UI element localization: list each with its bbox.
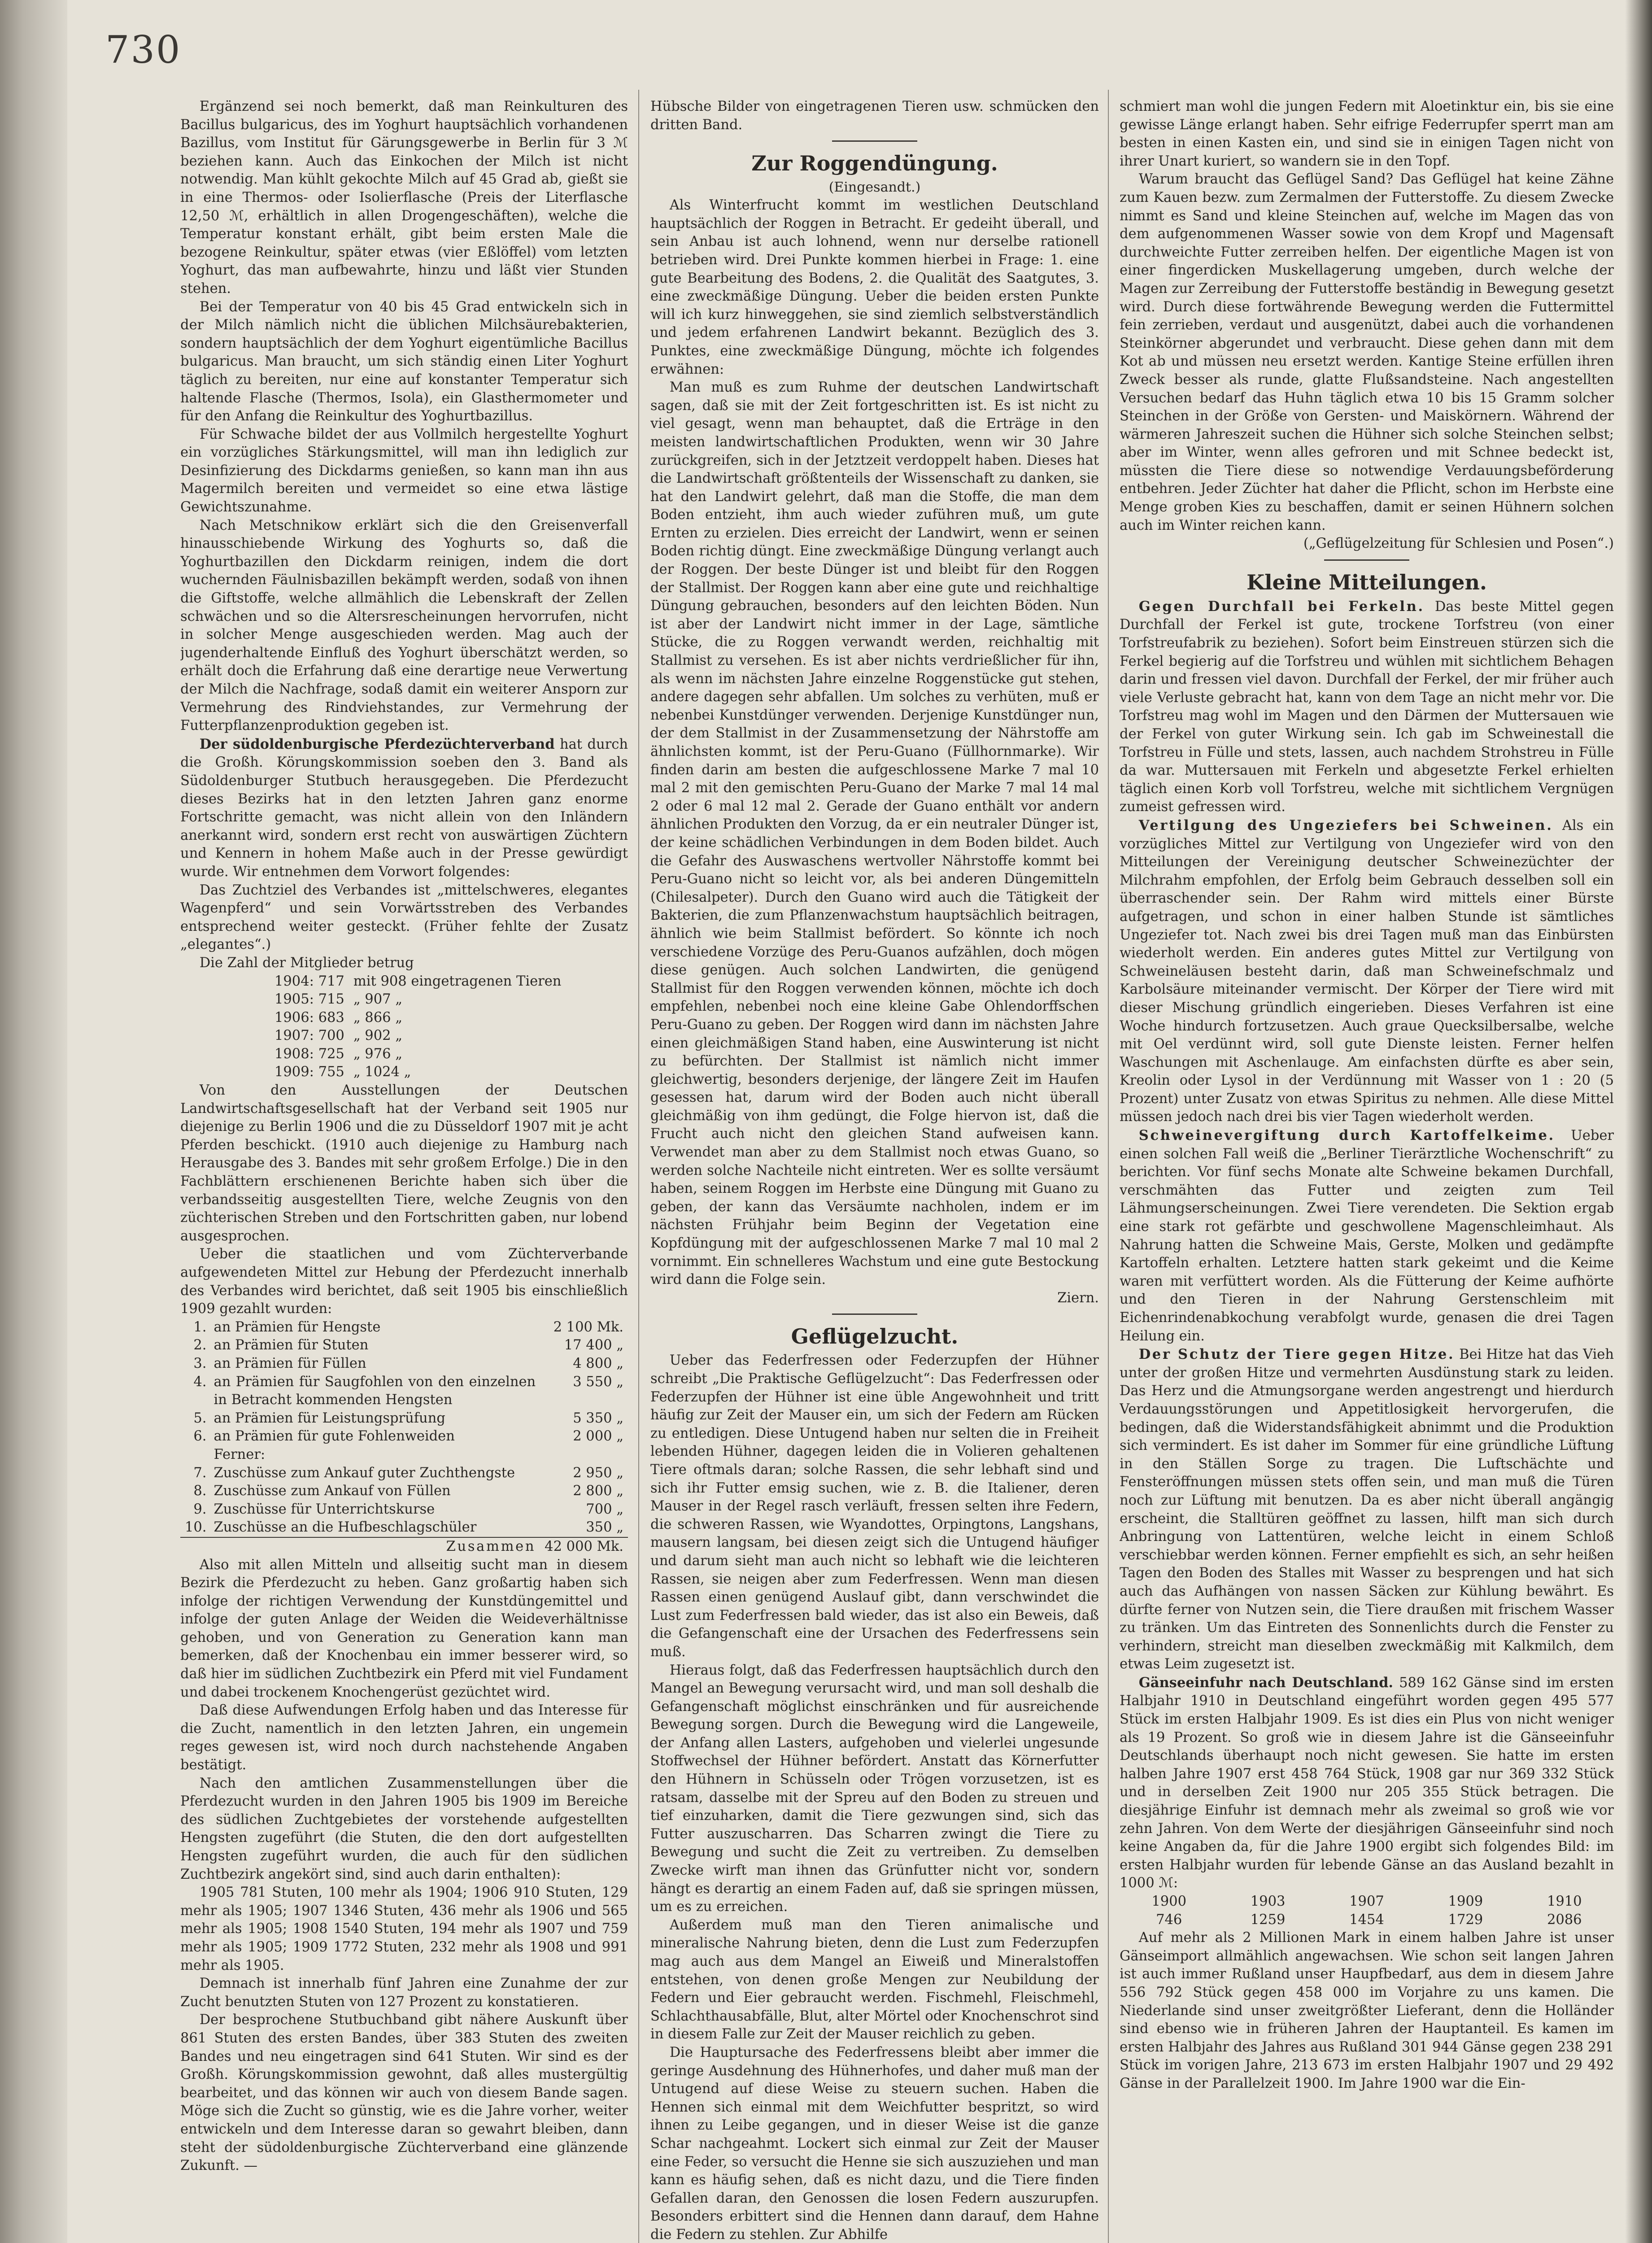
table-cell: 1454 [1349, 1911, 1384, 1928]
paragraph: Auf mehr als 2 Millionen Mark in einem halben Jahre ist unser Gänseimport allmählich angewachsen. Wie schon seit langen Jahren ist auch immer Rußland unser Haupfbedarf, aus dem in diesem Jahre 556 792 Stück gegen 458 000 im Vorjahre zu uns kamen. Die Niederlande sind unser zweitgrößter Lieferant, denn die Holländer sind ebenso wie in früheren Jahren der Hauptanteil. Es kamen im ersten Halbjahr des Jahres aus Rußland 301 944 Gänse gegen 238 291 Stück im vorigen Jahre, 213 673 im ersten Halbjahr 1907 und 29 492 Gänse in der Parallelzeit 1900. Im Jahre 1900 war die Ein- [1120, 1930, 1614, 2091]
table-row [180, 1482, 628, 1501]
paragraph: Man muß es zum Ruhme der deutschen Landwirtschaft sagen, daß sie mit der Zeit fortgeschritten ist. Es ist nicht zu viel gesagt, wenn man behauptet, daß die Erträge in den meisten landwirtschaftlichen Produkten, wenn wir 30 Jahre zurückgreifen, sich in der Jetztzeit verdoppelt haben. Dieses hat die Landwirtschaft größtenteils der Wissenschaft zu danken, sie hat den Landwirt gelehrt, daß man die Stoffe, die man dem Boden entzieht, ihm auch wieder zuführen muß, um gute Ernten zu erzielen. Dies erreicht der Landwirt, wenn er seinen Boden richtig düngt. Eine zweckmäßige Düngung verlangt auch der Roggen. Der beste Dünger ist und bleibt für den Roggen der Stallmist. Der Roggen kann aber eine gute und reichhaltige Düngung gebrauchen, besonders auf den leichten Böden. Nun ist aber der Landwirt nicht immer in der Lage, sämtliche Stücke, die zu Roggen verwandt werden, reichhaltig mit Stallmist zu versehen. Es ist aber nichts verdrießlicher für ihn, als wenn im nächsten Jahre einzelne Roggenstücke gut stehen, andere dagegen sehr abfallen. Um solches zu verhüten, muß er nebenbei Kunstdünger verwenden. Derjenige Kunstdünger nun, der dem Stallmist in der Zusammensetzung der Nährstoffe am ähnlichsten kommt, ist der Peru-Guano (Füllhornmarke). Wir finden darin am besten die aufgeschlossene Marke 7 mal 10 mal 2 mit den gemischten Peru-Guano der Marke 7 mal 14 mal 2 oder 6 mal 12 mal 2. Gerade der Guano enthält vor andern ähnlichen Produkten den Vorzug, da er ein neutraler Dünger ist, der keine schädlichen Verbindungen in dem Boden bildet. Auch die Gefahr des Auswaschens wertvoller Nährstoffe kommt bei Peru-Guano nicht so leicht vor, als bei anderen Düngemitteln (Chilesalpeter). Durch den Guano wird auch die Tätigkeit der Bakterien, die zum Pflanzenwachstum hauptsächlich beitragen, ähnlich wie beim Stallmist befördert. So könnte ich noch verschiedene Vorzüge des Peru-Guanos aufzählen, doch mögen diese genügen. Auch solchen Landwirten, die genügend Stallmist für den Roggen verwenden können, möchte ich doch empfehlen, nebenbei noch eine kleine Gabe Ohlendorffschen Peru-Guano zu geben. Der Roggen wird dann im nächsten Jahre einen gleichmäßigen Stand haben, eine Auswinterung ist nicht zu befürchten. Der Stallmist ist nämlich nicht immer gleichwertig, besonders derjenige, der längere Zeit im Haufen gesessen hat, darum wird der Boden auch nicht überall gleichmäßig von ihm gedüngt, die Folge hiervon ist, daß die Frucht auch nicht den gleichen Stand aufweisen kann. Verwendet man aber zu dem Stallmist noch etwas Guano, so werden solche Nachteile nicht eintreten. Wer es sollte versäumt haben, seinem Roggen im Herbste eine Düngung mit Guano zu geben, der kann das Versäumte nachholen, indem er im nächsten Frühjahr beim Beginn der Vegetation eine Kopfdüngung mit der aufgeschlossenen Marke 7 mal 10 mal 2 vornimmt. Ein schnelleres Wachstum und eine gute Bestockung wird dann die Folge sein. [650, 380, 1099, 1288]
page-edge [1625, 0, 1652, 2243]
members-table [270, 973, 566, 1082]
table-row [270, 1027, 566, 1045]
table-cell: an Prämien für gute Fohlenweiden [214, 1428, 455, 1444]
table-row [270, 1063, 566, 1082]
paragraph: Ergänzend sei noch bemerkt, daß man Reinkulturen des Bacillus bulgaricus, des im Yoghurt hauptsächlich vorhandenen Bazillus, vom Institut für Gärungsgewerbe in Berlin für 3 ℳ beziehen kann. Auch das Einkochen der Milch ist nicht notwendig. Man kühlt gekochte Milch auf 45 Grad ab, gießt sie in eine Thermos- oder Isolierflasche (Preis der Literflasche 12,50 ℳ, erhältlich in allen Drogengeschäften), welche die Temperatur konstant erhält, gibt beim ersten Male die bezogene Reinkultur, später etwas (vier Eßlöffel) vom letzten Yoghurt, das man aufbewahrte, hinzu und läßt vier Stunden stehen. [180, 99, 628, 297]
paragraph [1120, 1674, 1614, 1893]
table-cell: 2 800 „ [573, 1483, 623, 1499]
table-cell: 1910 [1547, 1894, 1582, 1909]
section-divider [832, 140, 917, 142]
table-cell: 5. [193, 1410, 207, 1426]
paragraph: Die Hauptursache des Federfressens bleibt aber immer die geringe Ausdehnung des Hühnerhofes, und daher muß man der Untugend auf diese Weise zu steuern suchen. Haben die Hennen sich einmal mit dem Weichfutter bespritzt, so wird ihnen zu Leibe gegangen, und in dieser Weise ist die ganze Schar nachgeahmt. Lockert sich einmal zur Zeit der Mauser eine Feder, so versucht die Henne sie sich auszuziehen und man kann es häufig sehen, daß es nicht dazu, und die Tiere finden Gefallen daran, den Genossen die losen Federn auszurupfen. Besonders erbittert sind die Hennen dann darauf, dem Hahne die Federn zu stehlen. Zur Abhilfe [650, 2044, 1099, 2243]
table-row [270, 973, 566, 991]
page-number: 730 [105, 28, 182, 72]
paragraph [1120, 816, 1614, 1126]
paragraph: Das Zuchtziel des Verbandes ist „mittelschweres, elegantes Wagenpferd“ und sein Vorwärtsstreben des Verbandes entsprechend weiter gesteckt. (Früher fehlte der Zusatz „elegantes“.) [180, 882, 628, 953]
table-cell: 1907 [1349, 1894, 1384, 1909]
table-row [1120, 1911, 1614, 1929]
table-cell: 1907: 700 [275, 1028, 344, 1044]
table-cell: 4 800 „ [573, 1355, 623, 1371]
paragraph-text: Als ein vorzügliches Mittel zur Vertilgung von Ungeziefer wird von den Mitteilungen der Vereinigung deutscher Schweinezüchter der Milchrahm empfohlen, der Erfolg beim Gebrauch desselben soll ein überraschender sein. Der Rahm wird mittels einer Bürste aufgetragen, und schon in einer halben Stunde ist sämtliches Ungeziefer tot. Nach zwei bis drei Tagen muß man das Einbürsten wiederholt werden. Ein anderes gutes Mittel zur Vertilgung von Schweineläusen besteht darin, daß man Schweinefschmalz und Karbolsäure miteinander vermischt. Der Körper der Tiere wird mit dieser Mischung gründlich eingerieben. Dieses Verfahren ist eine Woche hindurch fortzusetzen. Auch graue Quecksilbersalbe, welche mit Oel verdünnt wird, soll gute Dienste leisten. Ferner helfen Waschungen mit Aschenlauge. Am einfachsten dürfte es aber sein, Kreolin oder Lysol in der Verdünnung mit Wasser von 1 : 20 (5 Prozent) unter Zusatz von etwas Spiritus zu nehmen. Alle diese Mittel müssen jedoch nach drei bis vier Tagen wiederholt werden. [1120, 817, 1614, 1125]
paragraph: Für Schwache bildet der aus Vollmilch hergestellte Yoghurt ein vorzügliches Stärkungsmittel, will man ihn lediglich zur Desinfizierung des Dickdarms genießen, so kann man ihn aus Magermilch bereiten und vermeidet so eine etwa lästige Gewichtszunahme. [180, 426, 628, 515]
table-cell: Zuschüsse zum Ankauf guter Zuchthengste [214, 1465, 515, 1481]
paragraph: Nach den amtlichen Zusammenstellungen über die Pferdezucht wurden in den Jahren 1905 bis 1909 im Bereiche des südlichen Zuchtgebietes der vorstehende aufgestellten Hengsten zugeführt (die Stuten, die den dort aufgestellten Hengsten zugeführt wurden, die auch für den südlichen Zuchtbezirk angekört sind, sind auch darin enthalten): [180, 1775, 628, 1882]
table-cell: 1904: 717 [275, 973, 344, 989]
paragraph: Der besprochene Stutbuchband gibt nähere Auskunft über 861 Stuten des ersten Bandes, über 383 Stuten des zweiten Bandes und neu eingetragen sind 641 Stuten. Wir sind es der Großh. Körungskommission gewohnt, daß alles mustergültig bearbeitet, und das können wir auch von diesem Bande sagen. Möge sich die Zucht so günstig, wie es die Jahre vorher, weiter entwickeln und dem Interesse daran so gewahrt bleiben, dann steht der südoldenburgische Züchterverband eine glänzende Zukunft. — [180, 2012, 628, 2174]
table-row [180, 1464, 628, 1483]
table-cell: 1909 [1448, 1894, 1483, 1909]
paragraph [1120, 1126, 1614, 1345]
paragraph-text: hat durch die Großh. Körungskommission soeben den 3. Band als Südoldenburger Stutbuch herausgegeben. Die Pferdezucht dieses Bezirks hat in den letzten Jahren ganz enorme Fortschritte gemacht, was nicht allein von den Inländern anerkannt wird, sondern erst recht von auswärtigen Züchtern und Kennern in hohem Maße auch in der Presse gewürdigt wurde. Wir entnehmen dem Vorwort folgendes: [180, 736, 628, 880]
table-cell: „ 907 „ [353, 991, 403, 1008]
binding-edge [0, 0, 67, 2243]
table-cell: 3 550 „ [573, 1374, 623, 1390]
table-cell: an Prämien für Füllen [214, 1355, 366, 1371]
table-cell: Ferner: [214, 1446, 266, 1462]
paragraph: Demnach ist innerhalb fünf Jahren eine Zunahme der zur Zucht benutzten Stuten von 127 Prozent zu konstatieren. [180, 1976, 628, 2010]
table-row [180, 1519, 628, 1537]
table-cell: „ 902 „ [353, 1028, 403, 1044]
table-cell: 9. [193, 1501, 207, 1517]
paragraph: schmiert man wohl die jungen Federn mit Aloetinktur ein, bis sie eine gewisse Länge erlangt haben. Sehr eifrige Federrupfer sperrt man am besten in einen Kasten ein, und sind sie in einigen Tagen nicht von ihrer Unart kuriert, so wandern sie in den Topf. [1120, 99, 1614, 169]
paragraph [1120, 598, 1614, 816]
author-signature: Ziern. [1057, 1290, 1099, 1306]
table-cell [180, 1446, 209, 1464]
paragraph: Von den Ausstellungen der Deutschen Landwirtschaftsgesellschaft hat der Verband seit 1905 nur diejenige zu Berlin 1906 und die zu Düsseldorf 1907 mit je acht Pferden beschickt. (1910 auch diejenige zu Hamburg nach Herausgabe des 3. Bandes mit sehr großem Erfolge.) Die in den Fachblättern erschienenen Berichte haben sich über die verbandsseitig ausgestellten Tiere, welche Zeugnis von den züchterischen Streben und den Fortschritten gaben, nur lobend ausgesprochen. [180, 1082, 628, 1244]
table-cell: 2 100 Mk. [553, 1319, 623, 1335]
table-row [270, 1009, 566, 1027]
table-row [270, 1045, 566, 1064]
table-cell: an Prämien für Hengste [214, 1319, 381, 1335]
table-row [180, 1373, 628, 1410]
paragraph [1120, 1345, 1614, 1674]
table-cell: 1905: 715 [275, 991, 344, 1008]
column-left [180, 98, 628, 2243]
section-title: Geflügelzucht. [791, 1324, 959, 1349]
table-cell: 1259 [1250, 1911, 1286, 1928]
section-divider [832, 1314, 917, 1315]
table-cell: Zuschüsse für Unterrichtskurse [214, 1501, 435, 1517]
table-cell: 7. [193, 1465, 207, 1481]
table-cell: 1729 [1448, 1911, 1483, 1928]
run-in-heading: Gänseeinfuhr nach Deutschland. [1138, 1674, 1394, 1691]
table-row [180, 1318, 628, 1337]
table-cell: 2. [193, 1337, 207, 1353]
table-cell: an Prämien für Stuten [214, 1337, 369, 1353]
table-cell: 746 [1156, 1911, 1182, 1928]
table-cell: 700 „ [586, 1501, 623, 1517]
table-cell: 4. [193, 1374, 207, 1390]
paragraph: Hübsche Bilder von eingetragenen Tieren usw. schmücken den dritten Band. [650, 99, 1099, 133]
section-title: Zur Roggendüngung. [751, 151, 998, 176]
section-divider [1324, 559, 1409, 561]
table-cell: 42 000 Mk. [540, 1537, 628, 1556]
column-rule [1108, 90, 1109, 2243]
table-cell: mit 908 eingetragenen Tieren [353, 973, 562, 989]
table-cell: Zusammen [209, 1537, 540, 1556]
table-row [180, 1336, 628, 1355]
table-cell: 1903 [1250, 1894, 1286, 1909]
table-cell: 1. [193, 1319, 207, 1335]
table-cell: 8. [193, 1483, 207, 1499]
table-cell: „ 976 „ [353, 1046, 403, 1062]
table-cell: 6. [193, 1428, 207, 1444]
table-row [270, 991, 566, 1009]
paragraph: Außerdem muß man den Tieren animalische und mineralische Nahrung bieten, denn die Lust zum Federzupfen mag auch aus dem Mangel an Eiweiß und Mineralstoffen entstehen, von denen große Mengen zur Neubildung der Federn und Eier gebraucht werden. Fischmehl, Fleischmehl, Schlachthausabfälle, Blut, alter Mörtel oder Knochenschrot sind in diesem Falle zur Zeit der Mauser reichlich zu geben. [650, 1917, 1099, 2042]
paragraph-text: Ueber einen solchen Fall weiß die „Berliner Tierärztliche Wochenschrift“ zu berichten. Vor fünf sechs Monate alte Schweine bekamen Durchfall, verschmähten das Futter und zeigten zum Teil Lähmungserscheinungen. Zwei Tiere verendeten. Die Sektion ergab eine stark rot gefärbte und geschwollene Magenschleimhaut. Als Nahrung hatten die Schweine Mais, Gerste, Molken und gedämpfte Kartoffeln erhalten. Letztere hatten stark gekeimt und die Keime waren mit verfüttert worden. Als die Fütterung der Keime aufhörte und den Tieren in der Nahrung Gerstenschleim mit Eichenrindenabkochung verabfolgt wurde, genasen die drei Tagen Heilung ein. [1120, 1128, 1614, 1344]
column-middle [650, 98, 1099, 2243]
run-in-heading: Der Schutz der Tiere gegen Hitze. [1138, 1346, 1455, 1363]
table-cell [540, 1446, 628, 1464]
table-row [180, 1501, 628, 1519]
paragraph: Ueber die staatlichen und vom Züchterverbande aufgewendeten Mittel zur Hebung der Pferdezucht innerhalb des Verbandes wird berichtet, daß seit 1905 bis einschließlich 1909 gezahlt wurden: [180, 1246, 628, 1317]
table-cell: 2 950 „ [573, 1465, 623, 1481]
paragraph: Die Zahl der Mitglieder betrug [199, 955, 414, 971]
table-cell: Zuschüsse an die Hufbeschlagschüler [214, 1519, 477, 1536]
table-cell: „ 1024 „ [353, 1064, 411, 1080]
run-in-heading: Gegen Durchfall bei Ferkeln. [1138, 598, 1425, 615]
paragraph-text: 589 162 Gänse sind im ersten Halbjahr 1910 in Deutschland eingeführt worden gegen 495 577 Stück im ersten Halbjahr 1909. Es ist dies ein Plus von nicht weniger als 19 Prozent. So groß wie in diesem Jahre ist die Gänseeinfuhr Deutschlands überhaupt noch nicht gewesen. Sie hatte im ersten halben Jahre 1907 erst 458 764 Stück, 1908 gar nur 369 332 Stück und in derselben Zeit 1900 nur 205 355 Stück betragen. Die diesjährige Einfuhr ist demnach mehr als zweimal so groß wie vor zehn Jahren. Von dem Werte der diesjährigen Gänseeinfuhr sind noch keine Angaben da, für die Jahre 1900 ergibt sich folgendes Bild: im ersten Halbjahr wurden für lebende Gänse an das Ausland bezahlt in 1000 ℳ: [1120, 1675, 1614, 1891]
paragraph [180, 735, 628, 881]
geese-import-table [1120, 1893, 1614, 1929]
table-cell: 17 400 „ [564, 1337, 623, 1353]
table-cell: 5 350 „ [573, 1410, 623, 1426]
table-cell: an Prämien für Saugfohlen von den einzelnen in Betracht kommenden Hengsten [214, 1374, 536, 1408]
run-in-heading: Vertilgung des Ungeziefers bei Schweinen. [1138, 817, 1553, 833]
table-total-row [180, 1537, 628, 1556]
paragraph-text: Bei Hitze hat das Vieh unter der großen Hitze und vermehrten Ausdünstung stark zu leiden. Das Herz und die Atmungsorgane werden angestrengt und hierdurch Verdauungsstörungen und Appetitlosigkeit hervorgerufen, die bedingen, daß die Widerstandsfähigkeit abnimmt und die Produktion sich vermindert. Es ist daher im Sommer für eine gründliche Lüftung in den Ställen Sorge zu tragen. Die Luftschächte und Fensteröffnungen müssen stets offen sein, und man muß die Türen noch zur Lüftung mit benutzen. Da es aber nicht überall angängig erscheint, die Stalltüren geöffnet zu lassen, hilft man sich durch Anbringung von Lattentüren, welche leicht in einem Schloß verschiebbar werden können. Ferner empfiehlt es sich, an sehr heißen Tagen den Boden des Stalles mit Wasser zu besprengen und hat sich auch das Aufhängen von nassen Säcken zur Kühlung bewährt. Es dürfte ferner von Nutzen sein, die Tiere draußen mit frischem Wasser zu tränken. Um das Eintreten des Sonnenlichts durch die Fenster zu verhindern, streicht man dieselben zweckmäßig mit Kalkmilch, dem etwas Leim zugesetzt ist. [1120, 1347, 1614, 1672]
source-note: („Geflügelzeitung für Schlesien und Posen“.) [1303, 536, 1614, 552]
paragraph: Warum braucht das Geflügel Sand? Das Geflügel hat keine Zähne zum Kauen bezw. zum Zermalmen der Futterstoffe. Zu diesem Zwecke nimmt es Sand und kleine Steinchen auf, welche im Magen das von dem aufgenommenen Wasser sowie von dem Kropf und Magensaft durchweichte Futter zerreiben helfen. Der eigentliche Magen ist von einer fingerdicken Muskellagerung umgeben, durch welche der Magen zur Zerreibung der Futterstoffe beständig in Bewegung gesetzt wird. Durch diese fortwährende Bewegung werden die Futtermittel fein zerrieben, verdaut und ausgenützt, dabei auch die vorhandenen Steinkörner abgerundet und verbraucht. Diese gehen dann mit dem Kot ab und müssen neu ersetzt werden. Kantige Steine erfüllen ihren Zweck besser als runde, glatte Flußsandsteine. Nach angestellten Versuchen bedarf das Huhn täglich etwa 10 bis 15 Gramm solcher Steinchen in der Größe von Gersten- und Maiskörnern. Während der wärmeren Jahreszeit suchen die Hühner sich solche Steinchen selbst; aber im Winter, wenn alles gefroren und mit Schnee bedeckt ist, müssten die Tiere diese so notwendige Verdauungsbeförderung entbehren. Jeder Züchter hat daher die Pflicht, schon im Herbste eine Menge groben Kies zu beschaffen, damit er seinen Hühnern solchen auch im Winter reichen kann. [1120, 171, 1614, 533]
table-cell: 1906: 683 [275, 1009, 344, 1025]
table-row [180, 1427, 628, 1446]
run-in-heading: Schweinevergiftung durch Kartoffelkeime. [1138, 1127, 1555, 1144]
run-in-heading: Der südoldenburgische Pferdezüchterverband [199, 736, 555, 752]
paragraph: Daß diese Aufwendungen Erfolg haben und das Interesse für die Zucht, namentlich in den letzten Jahren, ein ungemein reges gewesen ist, wird noch durch nachstehende Angaben bestätigt. [180, 1702, 628, 1773]
table-row [1120, 1893, 1614, 1911]
table-cell: 1900 [1151, 1894, 1186, 1909]
table-cell: 1909: 755 [275, 1064, 344, 1080]
paragraph: 1905 781 Stuten, 100 mehr als 1904; 1906 910 Stuten, 129 mehr als 1905; 1907 1346 Stuten, 436 mehr als 1906 und 565 mehr als 1905; 1908 1540 Stuten, 194 mehr als 1907 und 759 mehr als 1905; 1909 1772 Stuten, 232 mehr als 1908 und 991 mehr als 1905. [180, 1885, 628, 1973]
table-row [180, 1446, 628, 1464]
table-cell: 2086 [1547, 1911, 1582, 1928]
section-title: Kleine Mitteilungen. [1247, 570, 1487, 594]
paragraph-text: Das beste Mittel gegen Durchfall der Ferkel ist gute, trockene Torfstreu (von einer Torfstreufabrik zu beziehen). Sofort beim Einstreuen stürzen sich die Ferkel begierig auf die Torfstreu und wühlen mit sichtlichem Behagen darin und fressen viel davon. Durchfall der Ferkel, der mir früher auch viele Verluste gebracht hat, kann von dem Tage an nicht mehr vor. Die Torfstreu mag wohl im Magen und den Därmen der Muttersauen wie der Ferkel von guter Wirkung sein. Ich gab im Schweinestall die Torfstreu in Fülle und stets, lassen, auch nachdem Strohstreu in Fülle da war. Muttersauen mit Ferkeln und abgesetzte Ferkel erhielten täglich einen Korb voll Torfstreu, welche mit sichtlichem Vergnügen zumeist gefressen wird. [1120, 598, 1614, 815]
budget-table [180, 1318, 628, 1556]
table-cell: an Prämien für Leistungsprüfung [214, 1410, 445, 1426]
table-cell: 350 „ [586, 1519, 623, 1536]
table-cell: 3. [193, 1355, 207, 1371]
table-cell: 1908: 725 [275, 1046, 344, 1062]
table-row [180, 1410, 628, 1428]
table-cell: „ 866 „ [353, 1009, 403, 1025]
section-subtitle: (Eingesandt.) [828, 179, 921, 196]
column-right [1120, 98, 1614, 2243]
paragraph: Hieraus folgt, daß das Federfressen hauptsächlich durch den Mangel an Bewegung verursacht wird, und man soll deshalb die Gefangenschaft möglichst einschränken und für ausreichende Bewegung sorgen. Durch die Bewegung wird die Langeweile, der Anfang allen Lasters, aufgehoben und vielerlei ungesunde Stoffwechsel der Hühner befördert. Anstatt das Körnerfutter den Hühnern in Schüsseln oder Trögen vorzusetzen, ist es ratsam, dasselbe mit der Spreu auf den Boden zu streuen und tief einzuharken, damit die Tiere gezwungen sind, sich das Futter auszuscharren. Das Scharren zwingt die Tiere zu Bewegung und sucht die Zeit zu vertreiben. Zu demselben Zwecke wirft man ihnen das Grünfutter nicht vor, sondern hängt es derartig an einem Faden auf, daß sie springen müssen, um es zu erreichen. [650, 1662, 1099, 1915]
paragraph: Nach Metschnikow erklärt sich die den Greisenverfall hinausschiebende Wirkung des Yoghurts so, daß die Yoghurtbazillen den Dickdarm reinigen, indem die dort wuchernden Fäulnisbazillen bekämpft werden, sodaß von ihnen die Giftstoffe, welche allmählich die Lebenskraft der Zellen schwächen und so die Altersrescheinungen hervorrufen, nicht in solcher Menge ausgeschieden werden. Mag auch der jugenderhaltende Einfluß des Yoghurt überschätzt werden, so erhält doch die Erfahrung daß eine derartige neue Verwertung der Milch die Nachfrage, sodaß damit ein weiterer Ansporn zur Vermehrung des Rindviehstandes, zur Vermehrung der Futterpflanzenproduktion gegeben ist. [180, 517, 628, 734]
table-cell: Zuschüsse zum Ankauf von Füllen [214, 1483, 451, 1499]
paragraph: Bei der Temperatur von 40 bis 45 Grad entwickeln sich in der Milch nämlich nicht die üblichen Milchsäurebakterien, sondern hauptsächlich der dem Yoghurt eigentümliche Bacillus bulgaricus. Man braucht, um sich ständig einen Liter Yoghurt täglich zu bereiten, nur eine auf konstanter Temperatur sich haltende Flasche (Thermos, Isola), ein Glasthermometer und für den Anfang die Reinkultur des Yoghurtbazillus. [180, 299, 628, 424]
table-cell: 2 000 „ [573, 1428, 623, 1444]
paragraph: Also mit allen Mitteln und allseitig sucht man in diesem Bezirk die Pferdezucht zu heben. Ganz großartig haben sich infolge der richtigen Verwendung der Kunstdüngemittel und infolge der guten Anlage der Weiden die Weideverhältnisse gehoben, und von Generation zu Generation kann man bemerken, daß der Knochenbau ein immer besserer wird, so daß hier im südlichen Zuchtbezirk ein Pferd mit viel Fundament und dabei trockenem Knochengerüst gezüchtet wird. [180, 1557, 628, 1700]
table-row [180, 1355, 628, 1373]
table-cell: 10. [185, 1519, 207, 1536]
paragraph: Ueber das Federfressen oder Federzupfen der Hühner schreibt „Die Praktische Geflügelzucht“: Das Federfressen oder Federzupfen der Hühner ist eine üble Angewohnheit und tritt häufig zur Zeit der Mauser ein, um sich der Federn am Rücken zu entledigen. Diese Untugend haben nur selten die in Freiheit lebenden Hühner, dagegen leiden die in Volieren gehaltenen Tiere oftmals daran; solche Rassen, die sehr lebhaft sind und sich ihr Futter emsig suchen, wie z. B. die Italiener, deren Mauser in der Regel rasch verläuft, fressen selten ihre Federn, die schweren Rassen, wie Wyandottes, Orpingtons, Langshans, mausern langsam, bei diesen zeigt sich die Untugend häufiger und darum sieht man auch nicht so lebhaft wie die leichteren Rassen, sie neigen aber zum Federfressen. Wenn man diesen Rassen einen genügend Auslauf gibt, dann verschwindet die Lust zum Federfressen bald wieder, das ist also ein Beweis, daß die Gefangenschaft eine der Ursachen des Federfressens sein muß. [650, 1353, 1099, 1660]
paragraph: Als Winterfrucht kommt im westlichen Deutschland hauptsächlich der Roggen in Betracht. Er gedeiht überall, und sein Anbau ist auch lohnend, wenn nur derselbe rationell betrieben wird. Drei Punkte kommen hierbei in Frage: 1. eine gute Bearbeitung des Bodens, 2. die Qualität des Saatgutes, 3. eine zweckmäßige Düngung. Ueber die beiden ersten Punkte will ich kurz hinweggehen, sie sind ziemlich selbstverständlich und jedem erfahrenen Landwirt bekannt. Bezüglich des 3. Punktes, eine zweckmäßige Düngung, möchte ich folgendes erwähnen: [650, 197, 1099, 377]
column-rule [638, 90, 639, 2243]
